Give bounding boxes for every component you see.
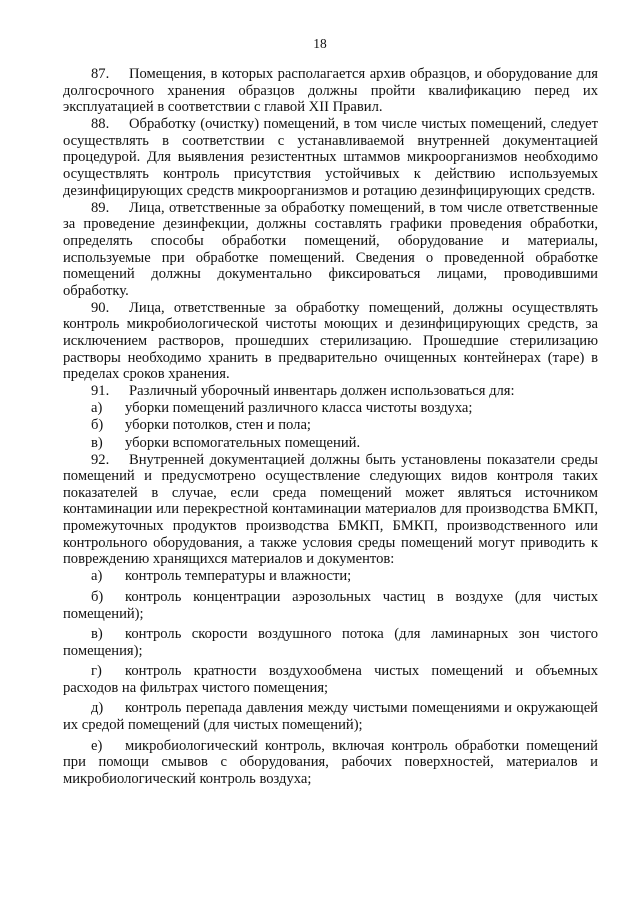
list-marker: б): [91, 417, 104, 434]
paragraph-text: Внутренней документацией должны быть установлены показатели среды помещений и предусмотрено осуществление следующих видов контроля таких показателей в случае, если среда помещений может являться источником контаминации или перекрестной контаминации материалов для производства БМКП, промежуточных продуктов производства БМКП, БМКП, производственного или контрольного оборудования, а также условия среды помещений могут приводить к повреждению хранящихся материалов и документов:: [63, 451, 598, 568]
list-item: [63, 435, 598, 452]
list-item: [63, 568, 598, 585]
paragraph-87: [63, 66, 598, 116]
list-item: [63, 589, 598, 622]
paragraph-number: 92.: [91, 451, 110, 468]
list-item: [63, 663, 598, 696]
document-body: [63, 66, 598, 791]
list-item: [63, 626, 598, 659]
list-item-text: контроль перепада давления между чистыми помещениями и окружающей их средой помещений (для чистых помещений);: [63, 700, 598, 734]
paragraph-text: Обработку (очистку) помещений, в том числе чистых помещений, следует осуществлять в соответствии с устанавливаемой внутренней документацией процедурой. Для выявления резистентных штаммов микроорганизмов необходимо осуществлять контроль присутствия устойчивых к действию используемых дезинфицирующих средств микроорганизмов и ротацию дезинфицирующих средств.: [63, 116, 598, 199]
list-marker: е): [91, 737, 103, 754]
list-marker: в): [91, 434, 103, 451]
list-marker: д): [91, 700, 104, 717]
list-item-text: уборки потолков, стен и пола;: [125, 417, 311, 434]
list-item-text: контроль концентрации аэрозольных частиц в воздухе (для чистых помещений);: [63, 588, 598, 622]
paragraph-88: [63, 116, 598, 199]
paragraph-89: [63, 200, 598, 300]
paragraph-91: [63, 383, 598, 400]
list-item-text: уборки помещений различного класса чистоты воздуха;: [125, 400, 473, 417]
paragraph-text: Помещения, в которых располагается архив образцов, и оборудование для долгосрочного хранения образцов должны пройти квалификацию перед их эксплуатацией в соответствии с главой XII Правил.: [63, 66, 598, 116]
list-marker: а): [91, 400, 103, 417]
list-marker: а): [91, 568, 103, 585]
paragraph-text: Различный уборочный инвентарь должен использоваться для:: [129, 383, 515, 400]
list-item: [63, 417, 598, 434]
paragraph-text: Лица, ответственные за обработку помещений, должны осуществлять контроль микробиологической чистоты моющих и дезинфицирующих средств, за исключением растворов, прошедших стерилизацию. Прошедшие стерилизацию растворы необходимо хранить в предварительно очищенных контейнерах (таре) в пределах сроков хранения.: [63, 299, 598, 383]
list-marker: в): [91, 626, 103, 643]
paragraph-90: [63, 300, 598, 383]
list-item-text: контроль скорости воздушного потока (для ламинарных зон чистого помещения);: [63, 626, 598, 659]
paragraph-number: 87.: [91, 66, 110, 82]
list-item-text: контроль кратности воздухообмена чистых помещений и объемных расходов на фильтрах чистого помещения;: [63, 663, 598, 696]
list-marker: б): [91, 588, 104, 605]
list-item: [63, 400, 598, 417]
list-item-text: уборки вспомогательных помещений.: [125, 434, 361, 451]
paragraph-number: 88.: [91, 116, 110, 133]
list-item: [63, 700, 598, 733]
paragraph-92: [63, 452, 598, 568]
paragraph-number: 90.: [91, 299, 110, 316]
page-number: 18: [313, 36, 327, 51]
paragraph-number: 89.: [91, 199, 110, 216]
list-item: [63, 738, 598, 788]
paragraph-text: Лица, ответственные за обработку помещений, в том числе ответственные за проведение дезинфекции, должны составлять графики проведения обработки, определять способы обработки помещений, оборудование и материалы, используемые при обработке помещений. Сведения о проведенной обработке помещений должны документально фиксироваться лицами, проводившими обработку.: [63, 199, 598, 299]
list-marker: г): [91, 663, 102, 680]
paragraph-number: 91.: [91, 383, 110, 400]
list-item-text: микробиологический контроль, включая контроль обработки помещений при помощи смывов с оборудования, рабочих поверхностей, материалов и микробиологический контроль воздуха;: [63, 737, 598, 787]
list-item-text: контроль температуры и влажности;: [125, 568, 352, 585]
